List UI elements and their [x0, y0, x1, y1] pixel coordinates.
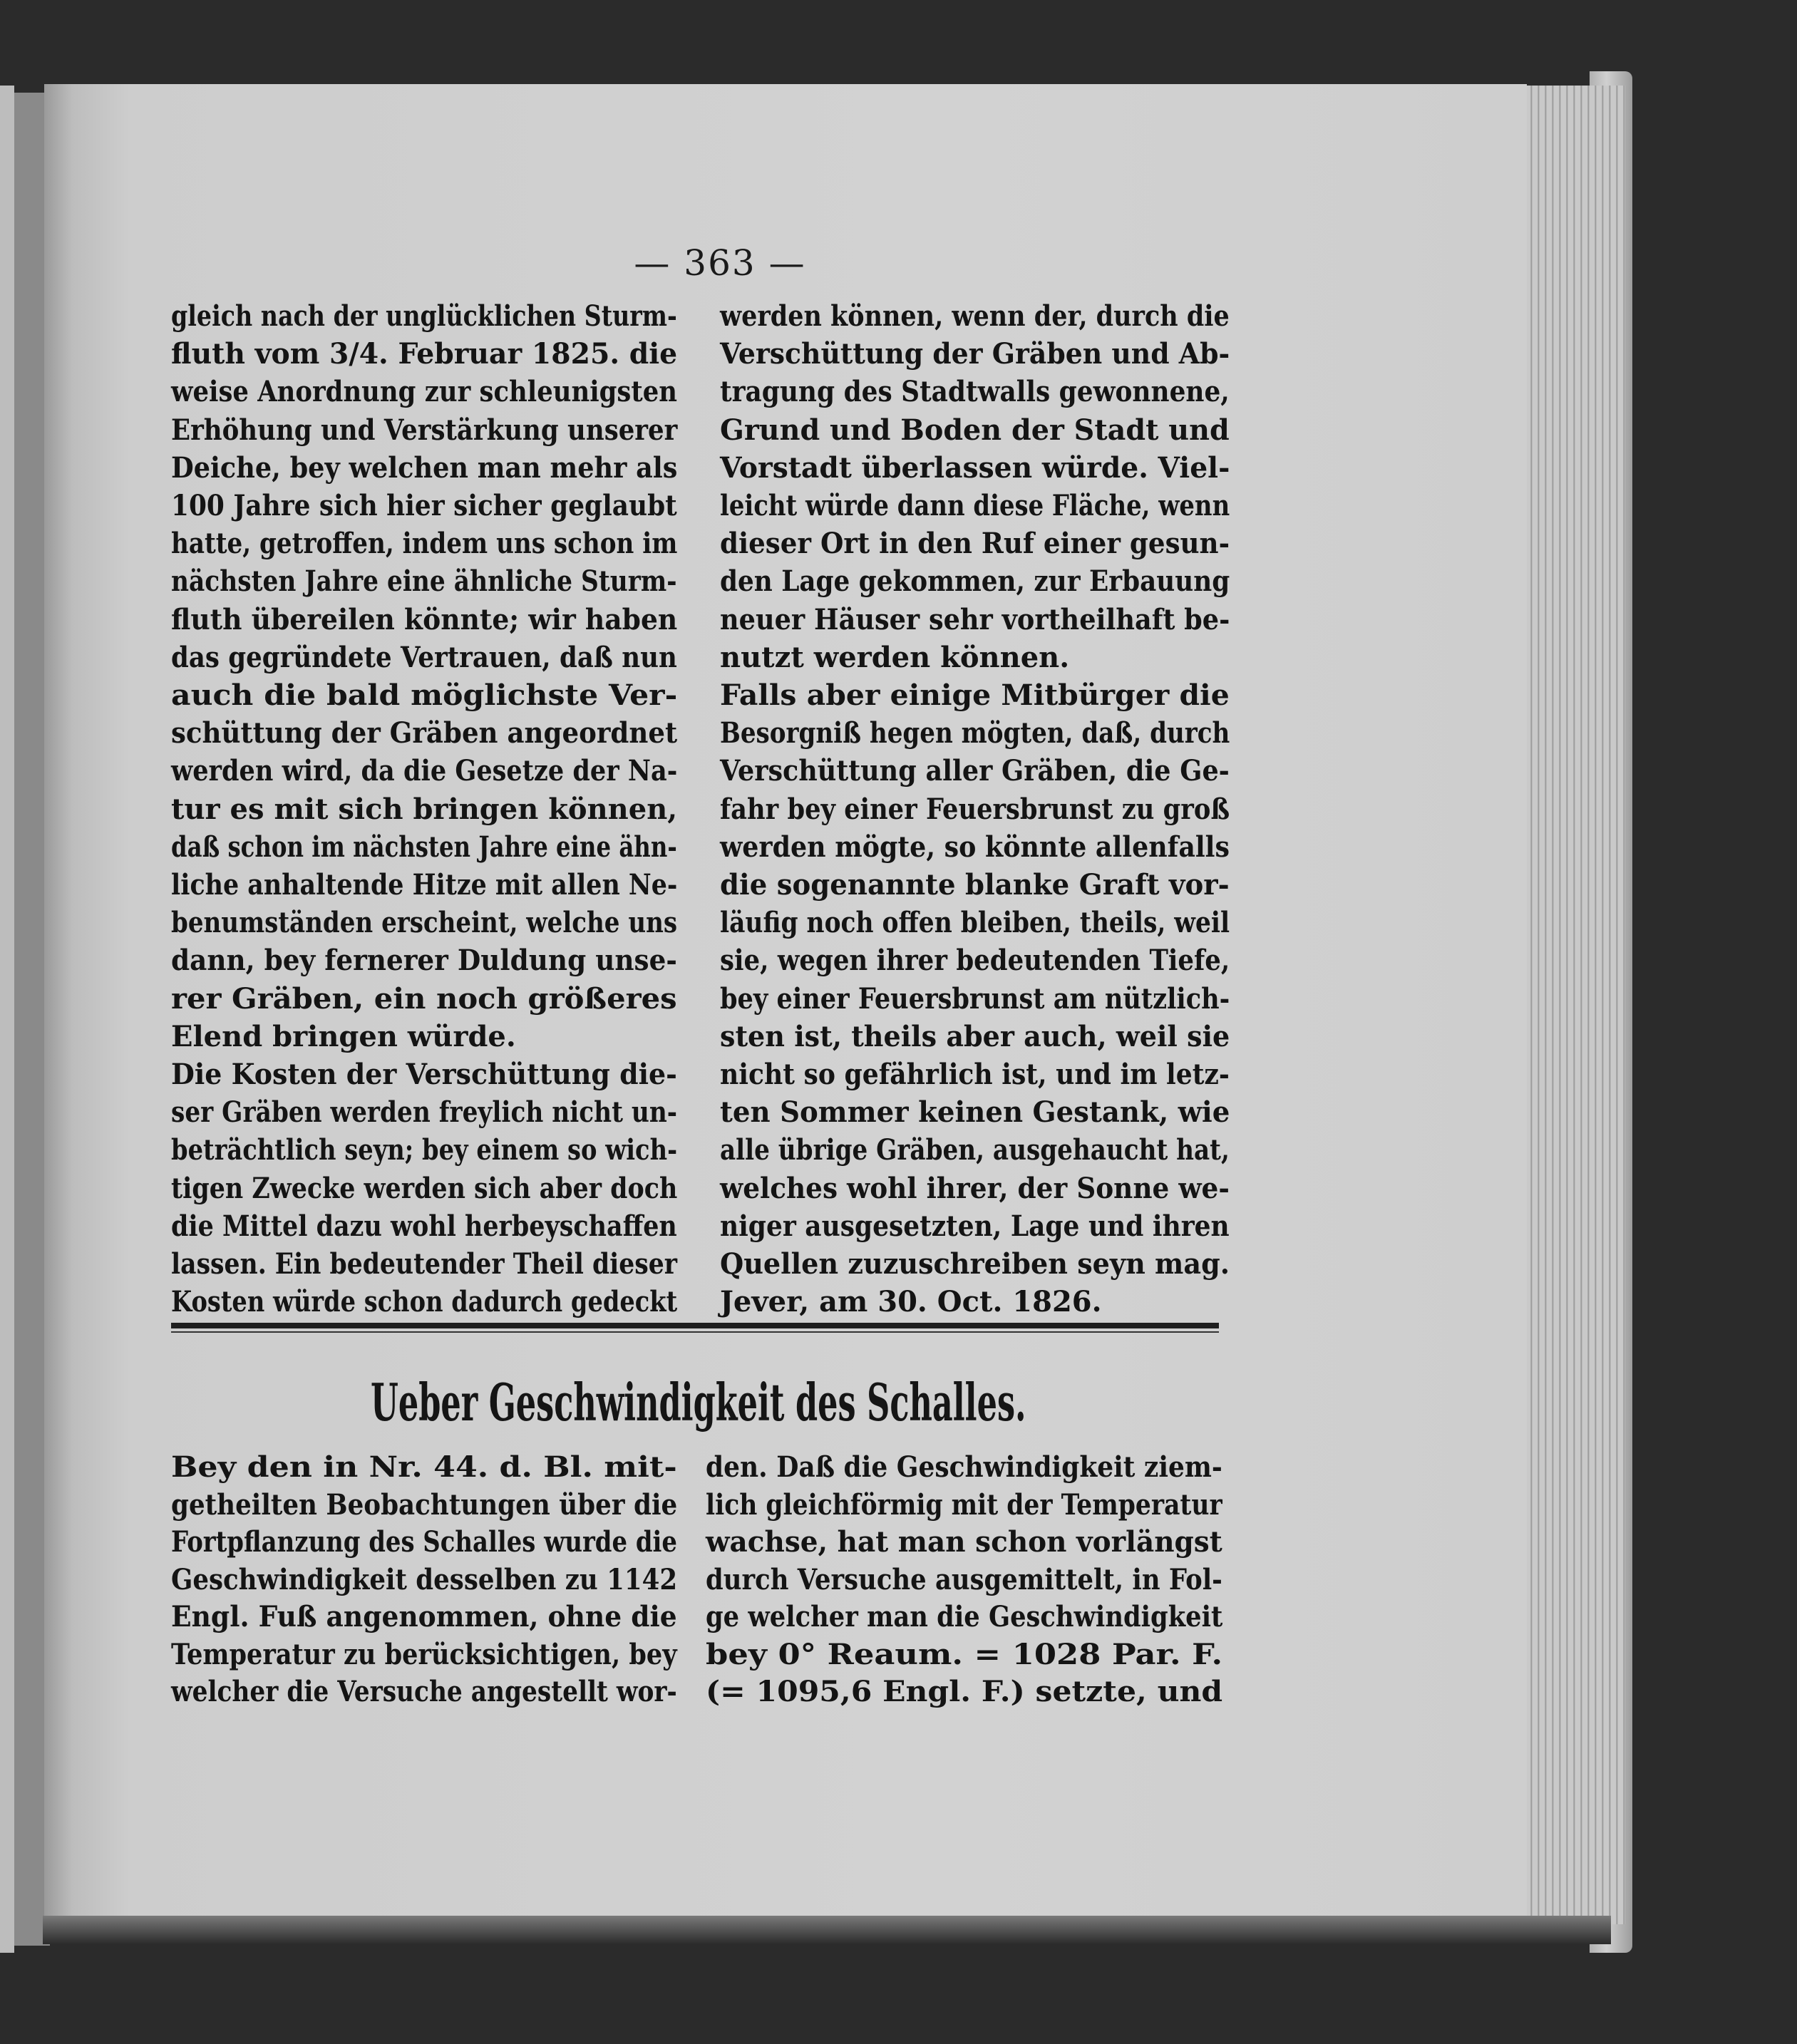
text-line: dann, bey fernerer Duldung unse-: [171, 944, 677, 978]
section-divider: [171, 1323, 1219, 1328]
text-line: Grund und Boden der Stadt und: [720, 413, 1230, 447]
page-bottom-shadow: [43, 1916, 1611, 1944]
text-line: alle übrige Gräben, ausgehaucht hat,: [720, 1133, 1230, 1167]
text-line: Verschüttung aller Gräben, die Ge-: [720, 754, 1230, 788]
text-line: beträchtlich seyn; bey einem so wich-: [171, 1133, 678, 1167]
text-line: Bey den in Nr. 44. d. Bl. mit-: [171, 1450, 677, 1484]
text-line: liche anhaltende Hitze mit allen Ne-: [171, 868, 678, 902]
text-line: tigen Zwecke werden sich aber doch: [171, 1171, 678, 1205]
text-line: sten ist, theils aber auch, weil sie: [720, 1019, 1230, 1053]
text-line: tur es mit sich bringen können,: [171, 792, 678, 826]
text-line: 100 Jahre sich hier sicher geglaubt: [171, 489, 677, 522]
text-line: daß schon im nächsten Jahre eine ähn-: [171, 830, 677, 864]
text-line: welches wohl ihrer, der Sonne we-: [720, 1171, 1230, 1205]
text-line: rer Gräben, ein noch größeres: [171, 981, 677, 1016]
text-line: Jever, am 30. Oct. 1826.: [720, 1285, 1102, 1319]
text-line: Vorstadt überlassen würde. Viel-: [720, 450, 1230, 485]
text-line: nicht so gefährlich ist, und im letz-: [720, 1058, 1230, 1091]
text-line: Fortpflanzung des Schalles wurde die: [171, 1525, 677, 1559]
text-line: den Lage gekommen, zur Erbauung: [720, 564, 1230, 599]
text-line: dieser Ort in den Ruf einer gesun-: [720, 527, 1230, 561]
text-line: Quellen zuzuschreiben seyn mag.: [720, 1247, 1230, 1281]
text-line: Deiche, bey welchen man mehr als: [171, 450, 678, 485]
text-line: ten Sommer keinen Gestank, wie: [720, 1095, 1230, 1130]
text-line: fahr bey einer Feuersbrunst zu groß: [720, 792, 1230, 826]
facing-page-margin: [0, 86, 14, 1953]
text-line: benumständen erscheint, welche uns: [171, 906, 678, 940]
text-line: wachse, hat man schon vorlängst: [706, 1525, 1222, 1559]
text-line: nutzt werden können.: [720, 640, 1070, 674]
text-line: welcher die Versuche angestellt wor-: [171, 1675, 677, 1708]
text-line: fluth übereilen könnte; wir haben: [171, 602, 678, 636]
text-line: bey einer Feuersbrunst am nützlich-: [720, 981, 1230, 1016]
text-line: den. Daß die Geschwindigkeit ziem-: [706, 1450, 1222, 1484]
text-line: Temperatur zu berücksichtigen, bey: [171, 1637, 677, 1671]
text-line: lich gleichförmig mit der Temperatur: [706, 1487, 1222, 1522]
text-line: läufig noch offen bleiben, theils, weil: [720, 906, 1230, 940]
text-line: Die Kosten der Verschüttung die-: [171, 1058, 677, 1091]
text-line: Geschwindigkeit desselben zu 1142: [171, 1562, 678, 1596]
text-line: getheilten Beobachtungen über die: [171, 1487, 678, 1522]
text-line: Engl. Fuß angenommen, ohne die: [171, 1600, 677, 1633]
text-line: werden können, wenn der, durch die: [720, 299, 1230, 333]
page-stack-edges: [1511, 86, 1625, 1924]
section-divider-thin: [171, 1331, 1219, 1333]
text-line: ser Gräben werden freylich nicht un-: [171, 1095, 678, 1130]
text-line: hatte, getroffen, indem uns schon im: [171, 527, 678, 561]
text-line: die Mittel dazu wohl herbeyschaffen: [171, 1209, 677, 1243]
text-line: durch Versuche ausgemittelt, in Fol-: [706, 1562, 1222, 1596]
text-line: Besorgniß hegen mögten, daß, durch: [720, 716, 1230, 750]
text-line: Falls aber einige Mitbürger die: [720, 678, 1230, 712]
text-line: die sogenannte blanke Graft vor-: [720, 868, 1230, 902]
text-line: ge welcher man die Geschwindigkeit: [706, 1600, 1223, 1633]
text-line: fluth vom 3/4. Februar 1825. die: [171, 337, 678, 371]
text-line: werden mögte, so könnte allenfalls: [720, 830, 1230, 864]
text-line: niger ausgesetzten, Lage und ihren: [720, 1209, 1230, 1243]
text-line: bey 0° Reaum. = 1028 Par. F.: [706, 1637, 1223, 1671]
text-line: neuer Häuser sehr vortheilhaft be-: [720, 602, 1230, 636]
text-line: sie, wegen ihrer bedeutenden Tiefe,: [720, 944, 1230, 978]
text-line: lassen. Ein bedeutender Theil dieser: [171, 1247, 678, 1281]
text-line: Erhöhung und Verstärkung unserer: [171, 413, 678, 447]
page-number: — 363 —: [634, 242, 806, 284]
text-line: auch die bald möglichste Ver-: [171, 678, 678, 712]
text-line: (= 1095,6 Engl. F.) setzte, und: [706, 1675, 1223, 1708]
text-line: weise Anordnung zur schleunigsten: [171, 375, 677, 409]
text-line: gleich nach der unglücklichen Sturm-: [171, 299, 677, 333]
text-line: werden wird, da die Gesetze der Na-: [171, 754, 678, 788]
text-line: leicht würde dann diese Fläche, wenn: [720, 489, 1230, 522]
article-heading: Ueber Geschwindigkeit des Schalles.: [371, 1372, 1026, 1433]
text-line: nächsten Jahre eine ähnliche Sturm-: [171, 564, 677, 599]
text-line: das gegründete Vertrauen, daß nun: [171, 640, 677, 674]
text-line: Verschüttung der Gräben und Ab-: [720, 337, 1230, 371]
text-line: Kosten würde schon dadurch gedeckt: [171, 1285, 678, 1319]
text-line: tragung des Stadtwalls gewonnene,: [720, 375, 1230, 409]
text-line: Elend bringen würde.: [171, 1019, 516, 1053]
text-line: schüttung der Gräben angeordnet: [171, 716, 678, 750]
